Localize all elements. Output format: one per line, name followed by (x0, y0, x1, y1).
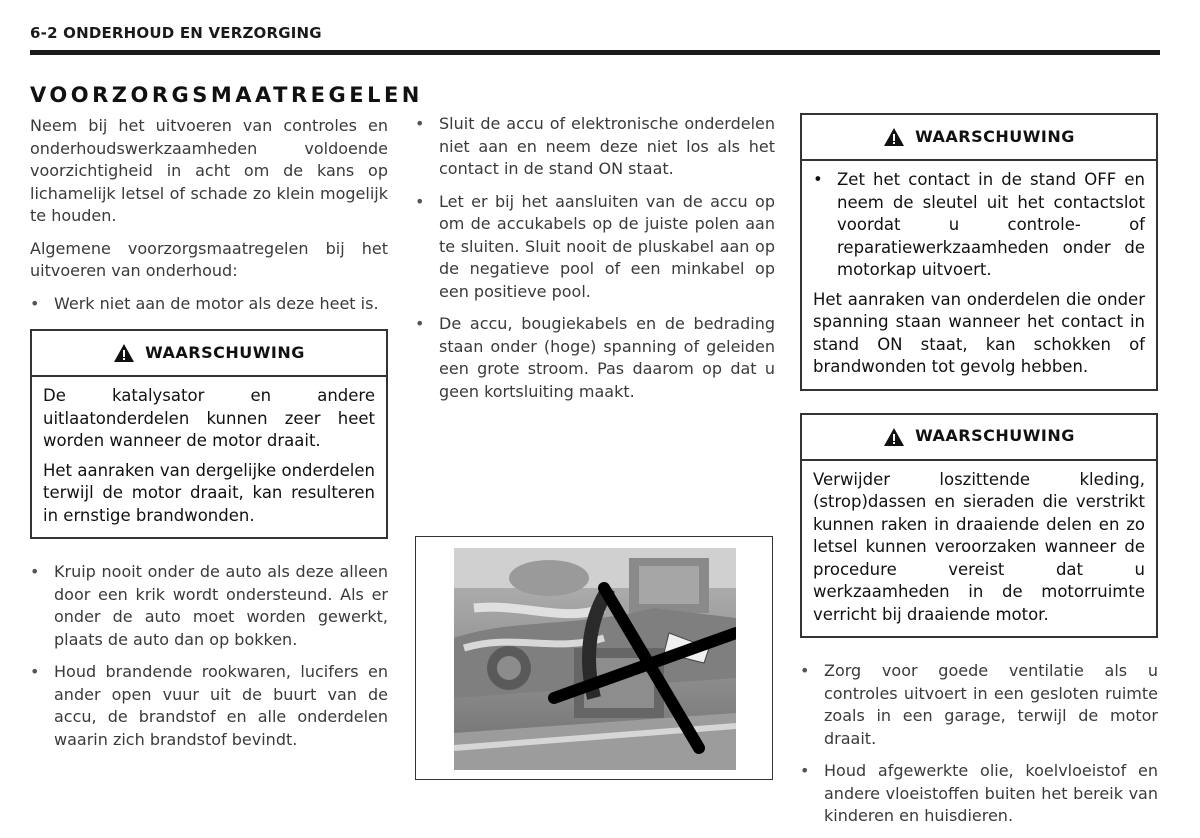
warning-triangle-icon (883, 427, 905, 447)
list-item: • Let er bij het aansluiten van de accu op om de accukabels op de juiste polen aan te sluiten. Sluit nooit de pluskabel aan op de negatieve pool of een minkabel op een positieve pool. (415, 191, 775, 304)
list-item: • Werk niet aan de motor als deze heet is. (30, 293, 388, 316)
bullet-list-1 (30, 293, 388, 316)
list-item: • Houd brandende rookwaren, lucifers en ander open vuur uit de buurt van de accu, de brandstof en alle onderdelen waarin zich brandstof bevindt. (30, 661, 388, 751)
page-header: 6-2 ONDERHOUD EN VERZORGING (30, 24, 322, 42)
list-item: • Kruip nooit onder de auto als deze alleen door een krik wordt ondersteund. Als er onder de auto moet worden gewerkt, plaats de auto dan op bokken. (30, 561, 388, 651)
warning-header (802, 415, 1156, 461)
list-item: • Zorg voor goede ventilatie als u controles uitvoert in een gesloten ruimte zoals in een garage, terwijl de motor draait. (800, 660, 1158, 750)
engine-bay-illustration (415, 536, 773, 780)
warning-triangle-icon (113, 343, 135, 363)
warning-box-ignition (800, 113, 1158, 391)
warning-text: De katalysator en andere uitlaatonderdelen kunnen zeer heet worden wanneer de motor draait. (43, 386, 375, 450)
warning-bullets (813, 169, 1145, 282)
bullet-list-3 (415, 113, 775, 403)
warning-box-clothing (800, 413, 1158, 639)
section-title: VOORZORGSMAATREGELEN (30, 83, 423, 107)
list-item: • De accu, bougiekabels en de bedrading staan onder (hoge) spanning of geleiden een grote stroom. Pas daarom op dat u geen kortsluiting maakt. (415, 313, 775, 403)
warning-box-catalyst (30, 329, 388, 539)
header-rule (30, 50, 1160, 55)
column-3 (800, 113, 1158, 838)
column-1 (30, 82, 423, 761)
engine-bay-photo (454, 548, 736, 770)
warning-label: WAARSCHUWING (145, 342, 305, 362)
warning-triangle-icon (883, 127, 905, 147)
warning-label: WAARSCHUWING (915, 426, 1075, 446)
bullet-list-4 (800, 660, 1158, 828)
warning-body (802, 161, 1156, 389)
column-2 (415, 113, 775, 413)
warning-header (802, 115, 1156, 161)
list-item: • Zet het contact in de stand OFF en neem de sleutel uit het contactslot voordat u controle- of reparatiewerkzaamheden onder de motorkap uitvoert. (813, 169, 1145, 282)
general-paragraph: Algemene voorzorgsmaatregelen bij het uitvoeren van onderhoud: (30, 238, 388, 280)
list-item: • Sluit de accu of elektronische onderdelen niet aan en neem deze niet los als het contact in de stand ON staat. (415, 113, 775, 181)
warning-label: WAARSCHUWING (915, 126, 1075, 146)
warning-body (802, 461, 1156, 637)
warning-text: Verwijder loszittende kleding, (strop)dassen en sieraden die verstrikt kunnen raken in draaiende delen en zo letsel kunnen veroorzaken wanneer de procedure vereist dat u werkzaamheden in de motorruimte verricht bij draaiende motor. (813, 469, 1145, 624)
bullet-list-2 (30, 561, 388, 751)
warning-text: Het aanraken van onderdelen die onder spanning staan wanneer het contact in stand ON staat, kan schokken of brandwonden tot gevolg hebben. (813, 289, 1145, 376)
warning-text: Het aanraken van dergelijke onderdelen terwijl de motor draait, kan resulteren in ernstige brandwonden. (43, 460, 375, 525)
intro-paragraph: Neem bij het uitvoeren van controles en onderhoudswerkzaamheden voldoende voorzichtigheid in acht om de kans op lichamelijk letsel of schade zo klein mogelijk te houden. (30, 116, 388, 225)
list-item: • Houd afgewerkte olie, koelvloeistof en andere vloeistoffen buiten het bereik van kinderen en huisdieren. (800, 760, 1158, 828)
warning-header (32, 331, 386, 377)
warning-body (32, 377, 386, 537)
